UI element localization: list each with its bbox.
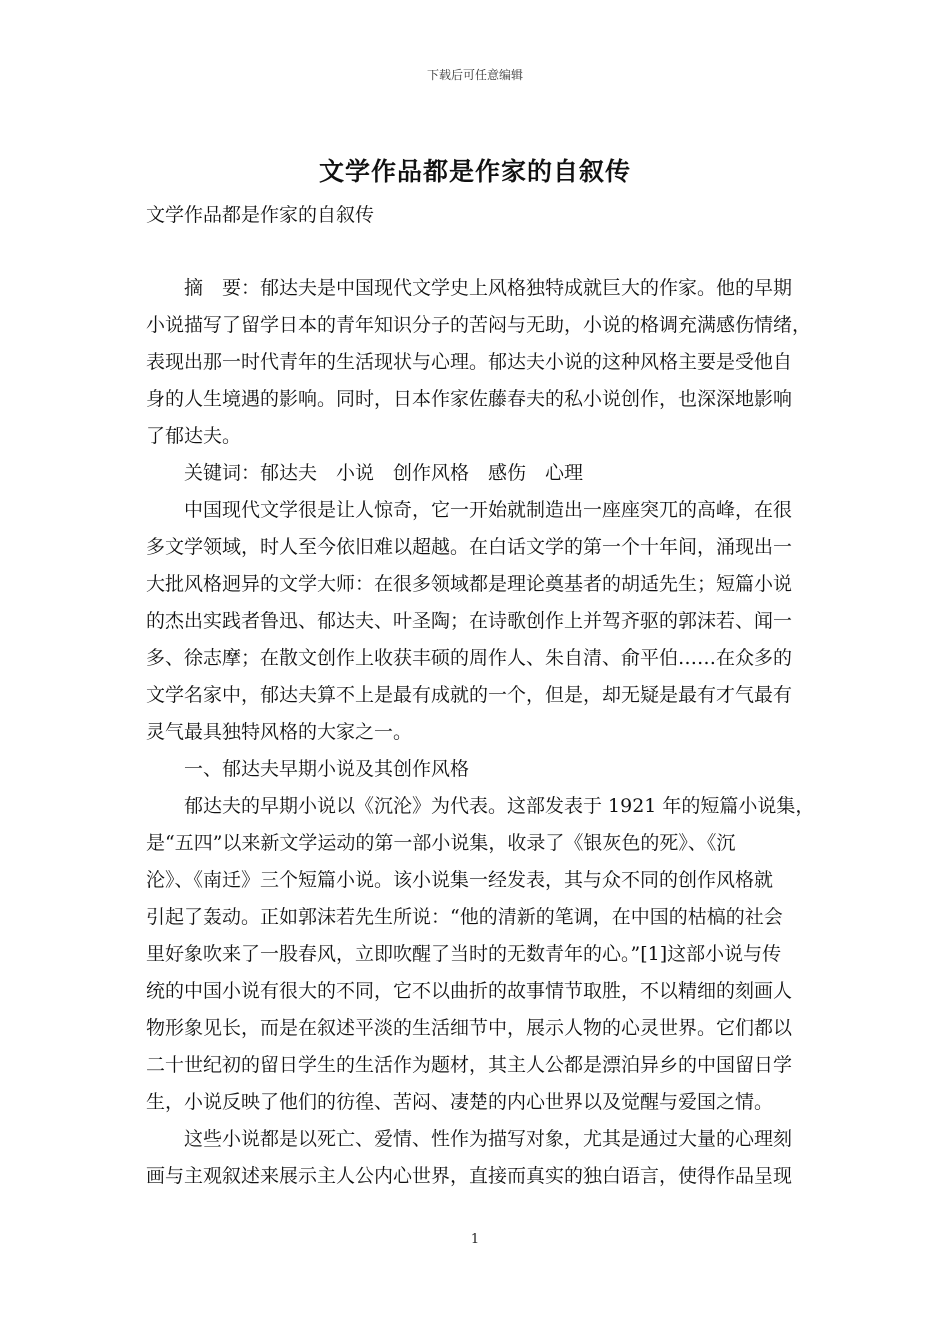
document-subtitle: 文学作品都是作家的自叙传 — [146, 204, 375, 226]
keywords-line: 关键词：郁达夫 小说 创作风格 感伤 心理 — [184, 462, 584, 484]
paragraph-line: 郁达夫的早期小说以《沉沦》为代表。这部发表于 1921 年的短篇小说集， — [184, 795, 815, 817]
abstract-line: 身的人生境遇的影响。同时，日本作家佐藤春夫的私小说创作，也深深地影响 — [146, 388, 793, 410]
paragraph-line: 物形象见长，而是在叙述平淡的生活细节中，展示人物的心灵世界。它们都以 — [146, 1017, 793, 1039]
document-title: 文学作品都是作家的自叙传 — [318, 157, 631, 186]
section-heading: 一、郁达夫早期小说及其创作风格 — [184, 758, 470, 780]
paragraph-line: 是“五四”以来新文学运动的第一部小说集，收录了《银灰色的死》、《沉 — [146, 832, 736, 854]
abstract-line: 表现出那一时代青年的生活现状与心理。郁达夫小说的这种风格主要是受他自 — [146, 351, 793, 373]
paragraph-line: 二十世纪初的留日学生的生活作为题材，其主人公都是漂泊异乡的中国留日学 — [146, 1054, 793, 1076]
page-number: 1 — [470, 1232, 480, 1247]
page-header: 下载后可任意编辑 — [426, 68, 523, 82]
paragraph-line: 这些小说都是以死亡、爱情、性作为描写对象，尤其是通过大量的心理刻 — [184, 1128, 793, 1150]
paragraph-line: 生，小说反映了他们的彷徨、苦闷、凄楚的内心世界以及觉醒与爱国之情。 — [146, 1091, 774, 1113]
abstract-line: 了郁达夫。 — [146, 425, 242, 447]
paragraph-line: 沦》、《南迁》三个短篇小说。该小说集一经发表，其与众不同的创作风格就 — [146, 869, 774, 891]
body-text — [146, 270, 815, 1195]
abstract-line: 摘 要：郁达夫是中国现代文学史上风格独特成就巨大的作家。他的早期 — [184, 277, 793, 299]
paragraph-line: 引起了轰动。正如郭沫若先生所说：“他的清新的笔调，在中国的枯槁的社会 — [146, 906, 783, 928]
paragraph-line: 画与主观叙述来展示主人公内心世界，直接而真实的独白语言，使得作品呈现 — [146, 1165, 793, 1187]
paragraph-line: 多文学领域，时人至今依旧难以超越。在白话文学的第一个十年间，涌现出一 — [146, 536, 793, 558]
abstract-line: 小说描写了留学日本的青年知识分子的苦闷与无助，小说的格调充满感伤情绪， — [146, 314, 812, 336]
paragraph-line: 中国现代文学很是让人惊奇，它一开始就制造出一座座突兀的高峰，在很 — [184, 499, 793, 521]
paragraph-line: 多、徐志摩；在散文创作上收获丰硕的周作人、朱自清、俞平伯……在众多的 — [146, 647, 793, 669]
paragraph-line: 大批风格迥异的文学大师：在很多领域都是理论奠基者的胡适先生；短篇小说 — [146, 573, 793, 595]
paragraph-line: 灵气最具独特风格的大家之一。 — [146, 721, 413, 743]
paragraph-line: 统的中国小说有很大的不同，它不以曲折的故事情节取胜，不以精细的刻画人 — [146, 980, 793, 1002]
paragraph-line: 文学名家中，郁达夫算不上是最有成就的一个，但是，却无疑是最有才气最有 — [146, 684, 793, 706]
paragraph-line: 里好象吹来了一股春风，立即吹醒了当时的无数青年的心。”[1]这部小说与传 — [146, 943, 782, 965]
paragraph-line: 的杰出实践者鲁迅、郁达夫、叶圣陶；在诗歌创作上并驾齐驱的郭沫若、闻一 — [146, 610, 793, 632]
